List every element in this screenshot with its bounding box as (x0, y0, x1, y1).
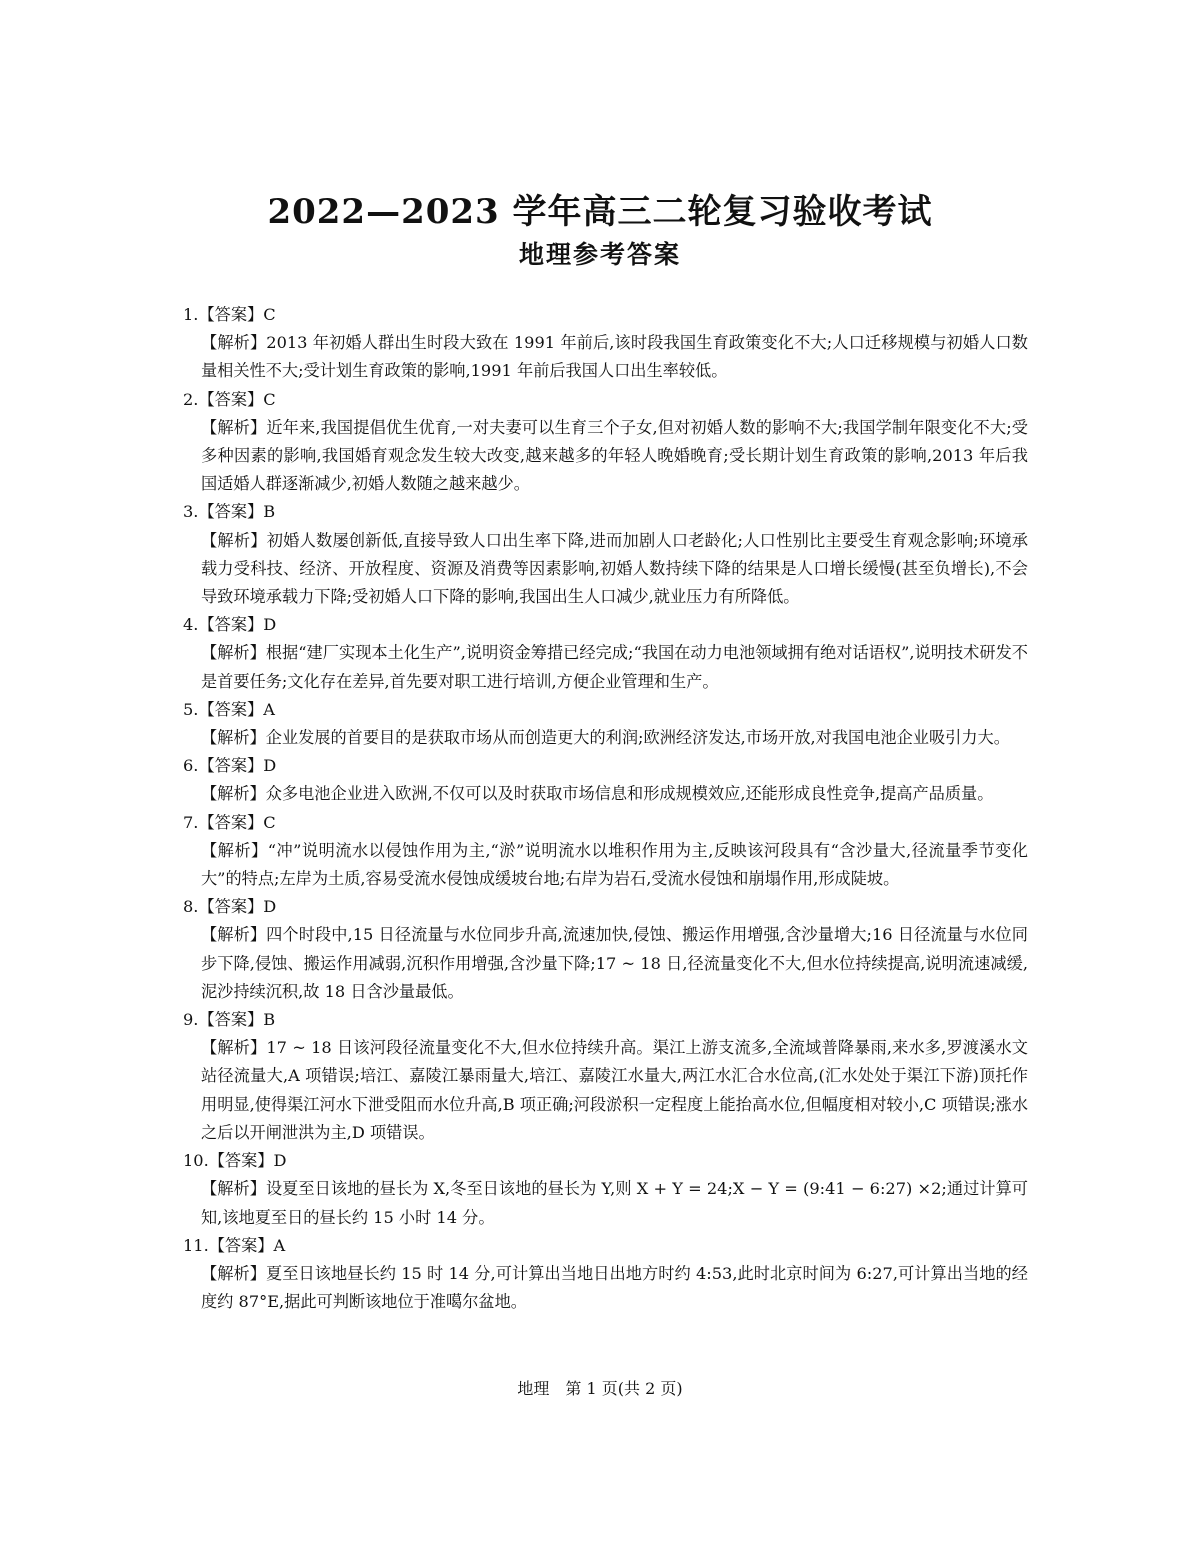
answer-choice: 【答案】B (198, 1010, 276, 1030)
answer-item (183, 611, 1028, 696)
answer-explanation: 【解析】根据“建厂实现本土化生产”,说明资金筹措已经完成;“我国在动力电池领域拥有绝对话语权”,说明技术研发不是首要任务;文化存在差异,首先要对职工进行培训,方便企业管理和生产。 (201, 643, 1028, 691)
document-subtitle: 地理参考答案 (518, 240, 681, 269)
answer-choice: 【答案】B (198, 502, 276, 522)
answer-line (183, 1006, 1028, 1034)
answer-explanation: 【解析】2013 年初婚人群出生时段大致在 1991 年前后,该时段我国生育政策变化不大;人口迁移规模与初婚人口数量相关性不大;受计划生育政策的影响,1991 年前后我国人口出生率较低。 (201, 333, 1028, 381)
question-number: 1. (183, 305, 199, 324)
answer-explanation: 【解析】初婚人数屡创新低,直接导致人口出生率下降,进而加剧人口老龄化;人口性别比主要受生育观念影响;环境承载力受科技、经济、开放程度、资源及消费等因素影响,初婚人数持续下降的结果是人口增长缓慢(甚至负增长),不会导致环境承载力下降;受初婚人口下降的影响,我国出生人口减少,就业压力有所降低。 (201, 530, 1028, 607)
answer-choice: 【答案】C (198, 812, 276, 832)
answer-explanation: 【解析】设夏至日该地的昼长为 X,冬至日该地的昼长为 Y,则 X + Y = 24;X − Y = (9:41 − 6:27) ×2;通过计算可知,该地夏至日的昼长约 15 小时 14 分。 (201, 1179, 1028, 1227)
page-footer: 地理 第 1 页(共 2 页) (517, 1379, 683, 1398)
answer-line (183, 498, 1028, 526)
answer-line (183, 386, 1028, 414)
answer-explanation: 【解析】企业发展的首要目的是获取市场从而创造更大的利润;欧洲经济发达,市场开放,对我国电池企业吸引力大。 (201, 728, 1010, 748)
answer-choice: 【答案】D (208, 1151, 287, 1171)
question-number: 2. (183, 389, 199, 409)
answer-item (183, 1006, 1028, 1147)
question-number: 9. (183, 1010, 199, 1030)
answer-item (183, 696, 1028, 752)
answer-line (183, 1232, 1028, 1260)
answer-item (183, 752, 1028, 808)
question-number: 6. (183, 756, 199, 776)
answer-line (183, 809, 1028, 837)
answer-line (183, 696, 1028, 724)
question-number: 10. (183, 1151, 209, 1171)
answer-choice: 【答案】D (198, 615, 277, 635)
answer-explanation: 【解析】夏至日该地昼长约 15 时 14 分,可计算出当地日出地方时约 4:53,此时北京时间为 6:27,可计算出当地的经度约 87°E,据此可判断该地位于准噶尔盆地。 (201, 1263, 1028, 1312)
answer-choice: 【答案】C (198, 305, 276, 324)
answer-list (183, 301, 1028, 1316)
answer-explanation: 【解析】众多电池企业进入欧洲,不仅可以及时获取市场信息和形成规模效应,还能形成良性竞争,提高产品质量。 (201, 784, 994, 804)
answer-choice: 【答案】C (198, 389, 276, 409)
answer-explanation: 【解析】17 ~ 18 日该河段径流量变化不大,但水位持续升高。渠江上游支流多,全流域普降暴雨,来水多,罗渡溪水文站径流量大,A 项错误;培江、嘉陵江暴雨量大,培江、嘉陵江水量大,两江水汇合水位高,(汇水处处于渠江下游)顶托作用明显,使得渠江河水下泄受阻而水位升高,B 项正确;河段淤积一定程度上能抬高水位,但幅度相对较小,C 项错误;涨水之后以开闸泄洪为主,D 项错误。 (201, 1038, 1028, 1142)
answer-line (183, 1147, 1028, 1175)
answer-item (183, 1232, 1028, 1317)
question-number: 5. (183, 699, 199, 719)
question-number: 11. (183, 1235, 209, 1255)
answer-item (183, 893, 1028, 1006)
answer-item (183, 809, 1028, 894)
answer-explanation: 【解析】四个时段中,15 日径流量与水位同步升高,流速加快,侵蚀、搬运作用增强,含沙量增大;16 日径流量与水位同步下降,侵蚀、搬运作用减弱,沉积作用增强,含沙量下降;17 ~ 18 日,径流量变化不大,但水位持续提高,说明流速减缓,泥沙持续沉积,故 18 日含沙量最低。 (201, 925, 1028, 1001)
answer-choice: 【答案】A (198, 699, 275, 719)
question-number: 8. (183, 897, 199, 917)
answer-choice: 【答案】D (198, 897, 277, 917)
answer-item (183, 386, 1028, 499)
answer-line (183, 893, 1028, 921)
question-number: 7. (183, 812, 199, 832)
answer-item (183, 498, 1028, 611)
document-title: 2022—2023 学年高三二轮复习验收考试 (267, 192, 933, 232)
question-number: 3. (183, 502, 199, 522)
answer-explanation: 【解析】“冲”说明流水以侵蚀作用为主,“淤”说明流水以堆积作用为主,反映该河段具有“含沙量大,径流量季节变化大”的特点;左岸为土质,容易受流水侵蚀成缓坡台地;右岸为岩石,受流水侵蚀和崩塌作用,形成陡坡。 (201, 840, 1028, 889)
answer-line (183, 301, 1028, 329)
answer-choice: 【答案】A (208, 1235, 286, 1255)
answer-choice: 【答案】D (198, 756, 277, 776)
answer-item (183, 1147, 1028, 1232)
question-number: 4. (183, 615, 199, 635)
answer-explanation: 【解析】近年来,我国提倡优生优育,一对夫妻可以生育三个子女,但对初婚人数的影响不大;我国学制年限变化不大;受多种因素的影响,我国婚育观念发生较大改变,越来越多的年轻人晚婚晚育;受长期计划生育政策的影响,2013 年后我国适婚人群逐渐减少,初婚人数随之越来越少。 (201, 417, 1028, 494)
answer-item (183, 301, 1028, 386)
answer-line (183, 611, 1028, 639)
answer-line (183, 752, 1028, 780)
